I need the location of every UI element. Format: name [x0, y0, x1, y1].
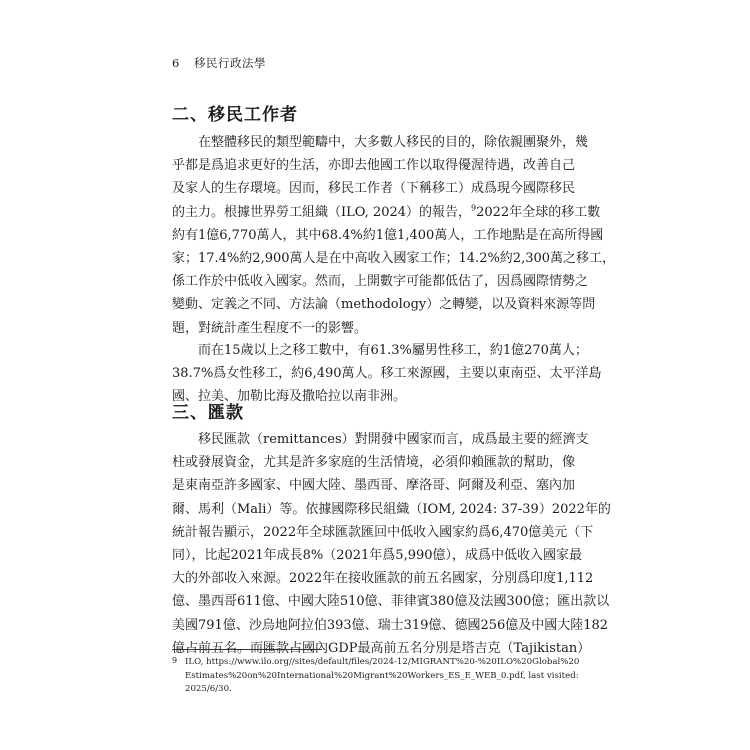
section-heading-migrant-workers: 二、移民工作者	[172, 105, 298, 125]
text-line: 億占前五名。而匯款占國內GDP最高前五名分別是塔吉克（Tajikistan）	[172, 640, 591, 656]
text-line: 美國791億、沙烏地阿拉伯393億、瑞士319億、德國256億及中國大陸182	[172, 617, 609, 633]
footnote-reference[interactable]: 9	[471, 203, 477, 213]
text-line: 38.7%爲女性移工，約6,490萬人。移工來源國，主要以東南亞、太平洋島	[172, 366, 602, 382]
footnote-line[interactable]: ILO, https://www.ilo.org//sites/default/files/2024-12/MIGRANT%20-%20ILO%20Global%20	[185, 657, 580, 667]
text-line: 題，對統計產生程度不一的影響。	[172, 320, 368, 336]
text-line: 家；17.4%約2,900萬人是在中高收入國家工作；14.2%約2,300萬之移工，	[172, 251, 616, 267]
text-line: 而在15歲以上之移工數中，有61.3%屬男性移工，約1億270萬人；	[198, 343, 588, 358]
running-header	[172, 55, 266, 71]
text-segment: 的主力。根據世界勞工組織（ILO, 2024）的報告，	[172, 204, 472, 220]
text-line: 億、墨西哥611億、中國大陸510億、菲律賓380億及法國300億；匯出款以	[172, 594, 610, 610]
text-line: 乎都是爲追求更好的生活，亦即去他國工作以取得優渥待遇，改善自己	[172, 158, 576, 174]
paragraph-remittances	[172, 428, 611, 660]
footnote-divider	[172, 649, 322, 650]
text-line: 及家人的生存環境。因而，移民工作者（下稱移工）成爲現今國際移民	[172, 181, 576, 197]
text-segment: 2022年全球的移工數	[476, 204, 601, 220]
text-line: 柱或發展資金，尤其是許多家庭的生活情境，必須仰賴匯款的幫助，像	[172, 455, 576, 471]
book-title: 移民行政法學	[193, 56, 266, 70]
text-line: 大的外部收入來源。2022年在接收匯款的前五名國家，分別爲印度1,112	[172, 571, 594, 587]
text-line-with-footnote	[172, 201, 601, 224]
footnote-text	[172, 656, 592, 697]
page-number: 6	[172, 56, 180, 70]
footnote-mark: 9	[172, 656, 178, 665]
footnote-line: 2025/6/30.	[185, 684, 232, 694]
text-line: 在整體移民的類型範疇中，大多數人移民的目的，除依親團聚外，幾	[198, 135, 589, 150]
text-line: 統計報告顯示，2022年全球匯款匯回中低收入國家約爲6,470億美元（下	[172, 524, 594, 540]
footnote	[172, 656, 592, 697]
text-line: 移民匯款（remittances）對開發中國家而言，成爲最主要的經濟支	[198, 432, 589, 447]
text-line: 係工作於中低收入國家。然而，上開數字可能都低估了，因爲國際情勢之	[172, 274, 589, 290]
footnote-line[interactable]: Estimates%20on%20International%20Migrant%20Workers_ES_E_WEB_0.pdf, last visited:	[185, 670, 579, 681]
text-line: 變動、定義之不同、方法論（methodology）之轉變，以及資料來源等問	[172, 297, 596, 313]
text-line: 約有1億6,770萬人，其中68.4%約1億1,400萬人，工作地點是在高所得國	[172, 227, 604, 243]
paragraph-migrant-workers-1	[172, 131, 616, 340]
text-line: 國、拉美、加勒比海及撒哈拉以南非洲。	[172, 389, 407, 405]
text-line: 爾、馬利（Mali）等。依據國際移民組織（IOM, 2024: 37-39）2022年的	[172, 501, 611, 517]
text-line: 是東南亞許多國家、中國大陸、墨西哥、摩洛哥、阿爾及利亞、塞內加	[172, 478, 576, 494]
text-line: 同），比起2021年成長8%（2021年爲5,990億），成爲中低收入國家最	[172, 548, 583, 564]
section-heading-remittances: 三、匯款	[172, 403, 244, 423]
